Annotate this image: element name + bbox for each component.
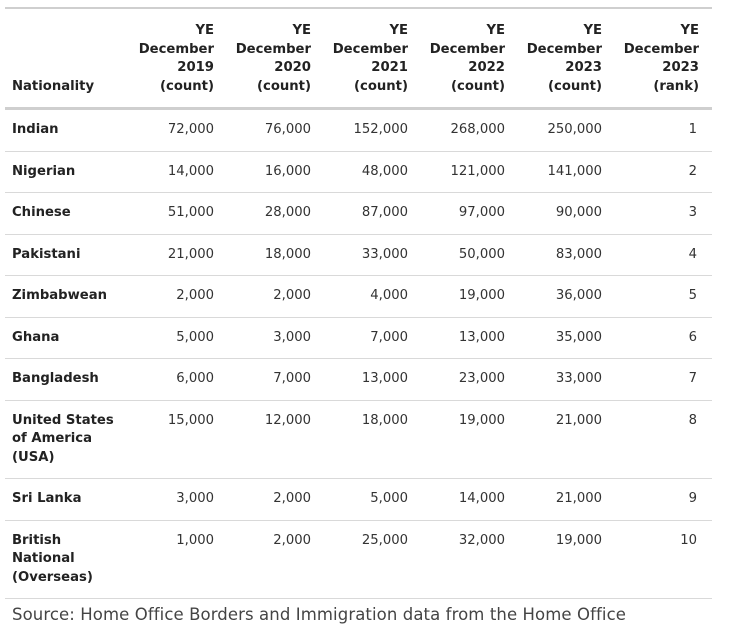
table-body [5,109,712,599]
cell-rank: 3 [615,193,712,235]
cell-rank: 10 [615,520,712,599]
cell-count-2019: 3,000 [130,479,227,521]
table-row [5,359,712,401]
header-2019: YE December 2019 (count) [130,9,227,109]
cell-count-2023: 36,000 [518,276,615,318]
cell-count-2021: 48,000 [324,151,421,193]
cell-count-2020: 28,000 [227,193,324,235]
header-2023: YE December 2023 (count) [518,9,615,109]
cell-count-2021: 4,000 [324,276,421,318]
cell-count-2023: 90,000 [518,193,615,235]
cell-count-2019: 15,000 [130,400,227,479]
header-2022: YE December 2022 (count) [421,9,518,109]
cell-nationality: Sri Lanka [5,479,130,521]
cell-count-2019: 72,000 [130,109,227,152]
cell-count-2023: 21,000 [518,479,615,521]
cell-count-2022: 13,000 [421,317,518,359]
cell-count-2021: 5,000 [324,479,421,521]
cell-count-2019: 6,000 [130,359,227,401]
table-row [5,317,712,359]
nationality-table [5,9,712,599]
cell-rank: 1 [615,109,712,152]
visa-table-container [5,7,712,624]
cell-count-2019: 21,000 [130,234,227,276]
cell-nationality: Zimbabwean [5,276,130,318]
cell-nationality: Indian [5,109,130,152]
cell-count-2019: 51,000 [130,193,227,235]
cell-count-2021: 33,000 [324,234,421,276]
table-row [5,479,712,521]
cell-count-2023: 83,000 [518,234,615,276]
cell-count-2022: 97,000 [421,193,518,235]
table-row [5,520,712,599]
table-row [5,234,712,276]
cell-count-2022: 50,000 [421,234,518,276]
cell-count-2019: 14,000 [130,151,227,193]
cell-nationality: United States of America (USA) [5,400,130,479]
cell-nationality: Ghana [5,317,130,359]
table-row [5,151,712,193]
cell-count-2020: 3,000 [227,317,324,359]
cell-count-2023: 250,000 [518,109,615,152]
source-note: Source: Home Office Borders and Immigration data from the Home Office [12,605,627,624]
cell-count-2021: 152,000 [324,109,421,152]
cell-nationality: Pakistani [5,234,130,276]
cell-rank: 6 [615,317,712,359]
cell-nationality: British National (Overseas) [5,520,130,599]
cell-count-2022: 14,000 [421,479,518,521]
cell-rank: 9 [615,479,712,521]
cell-count-2023: 141,000 [518,151,615,193]
cell-count-2022: 23,000 [421,359,518,401]
cell-rank: 8 [615,400,712,479]
cell-count-2023: 35,000 [518,317,615,359]
cell-count-2022: 19,000 [421,400,518,479]
header-row [5,9,712,109]
cell-count-2019: 1,000 [130,520,227,599]
header-2021: YE December 2021 (count) [324,9,421,109]
cell-count-2022: 121,000 [421,151,518,193]
cell-rank: 7 [615,359,712,401]
cell-count-2022: 19,000 [421,276,518,318]
table-row [5,276,712,318]
cell-count-2020: 18,000 [227,234,324,276]
header-rank: YE December 2023 (rank) [615,9,712,109]
cell-count-2021: 7,000 [324,317,421,359]
cell-count-2020: 2,000 [227,276,324,318]
cell-nationality: Chinese [5,193,130,235]
cell-rank: 2 [615,151,712,193]
cell-count-2021: 13,000 [324,359,421,401]
cell-count-2020: 2,000 [227,479,324,521]
cell-count-2022: 32,000 [421,520,518,599]
cell-count-2020: 12,000 [227,400,324,479]
cell-count-2020: 16,000 [227,151,324,193]
cell-count-2019: 5,000 [130,317,227,359]
cell-count-2020: 7,000 [227,359,324,401]
cell-nationality: Nigerian [5,151,130,193]
header-2020: YE December 2020 (count) [227,9,324,109]
cell-rank: 5 [615,276,712,318]
cell-count-2020: 2,000 [227,520,324,599]
table-row [5,109,712,152]
cell-count-2021: 87,000 [324,193,421,235]
cell-count-2022: 268,000 [421,109,518,152]
cell-nationality: Bangladesh [5,359,130,401]
table-row [5,193,712,235]
cell-count-2023: 19,000 [518,520,615,599]
cell-count-2023: 33,000 [518,359,615,401]
header-nationality: Nationality [5,9,130,109]
cell-count-2021: 18,000 [324,400,421,479]
cell-count-2020: 76,000 [227,109,324,152]
cell-rank: 4 [615,234,712,276]
table-row [5,400,712,479]
cell-count-2023: 21,000 [518,400,615,479]
cell-count-2021: 25,000 [324,520,421,599]
cell-count-2019: 2,000 [130,276,227,318]
